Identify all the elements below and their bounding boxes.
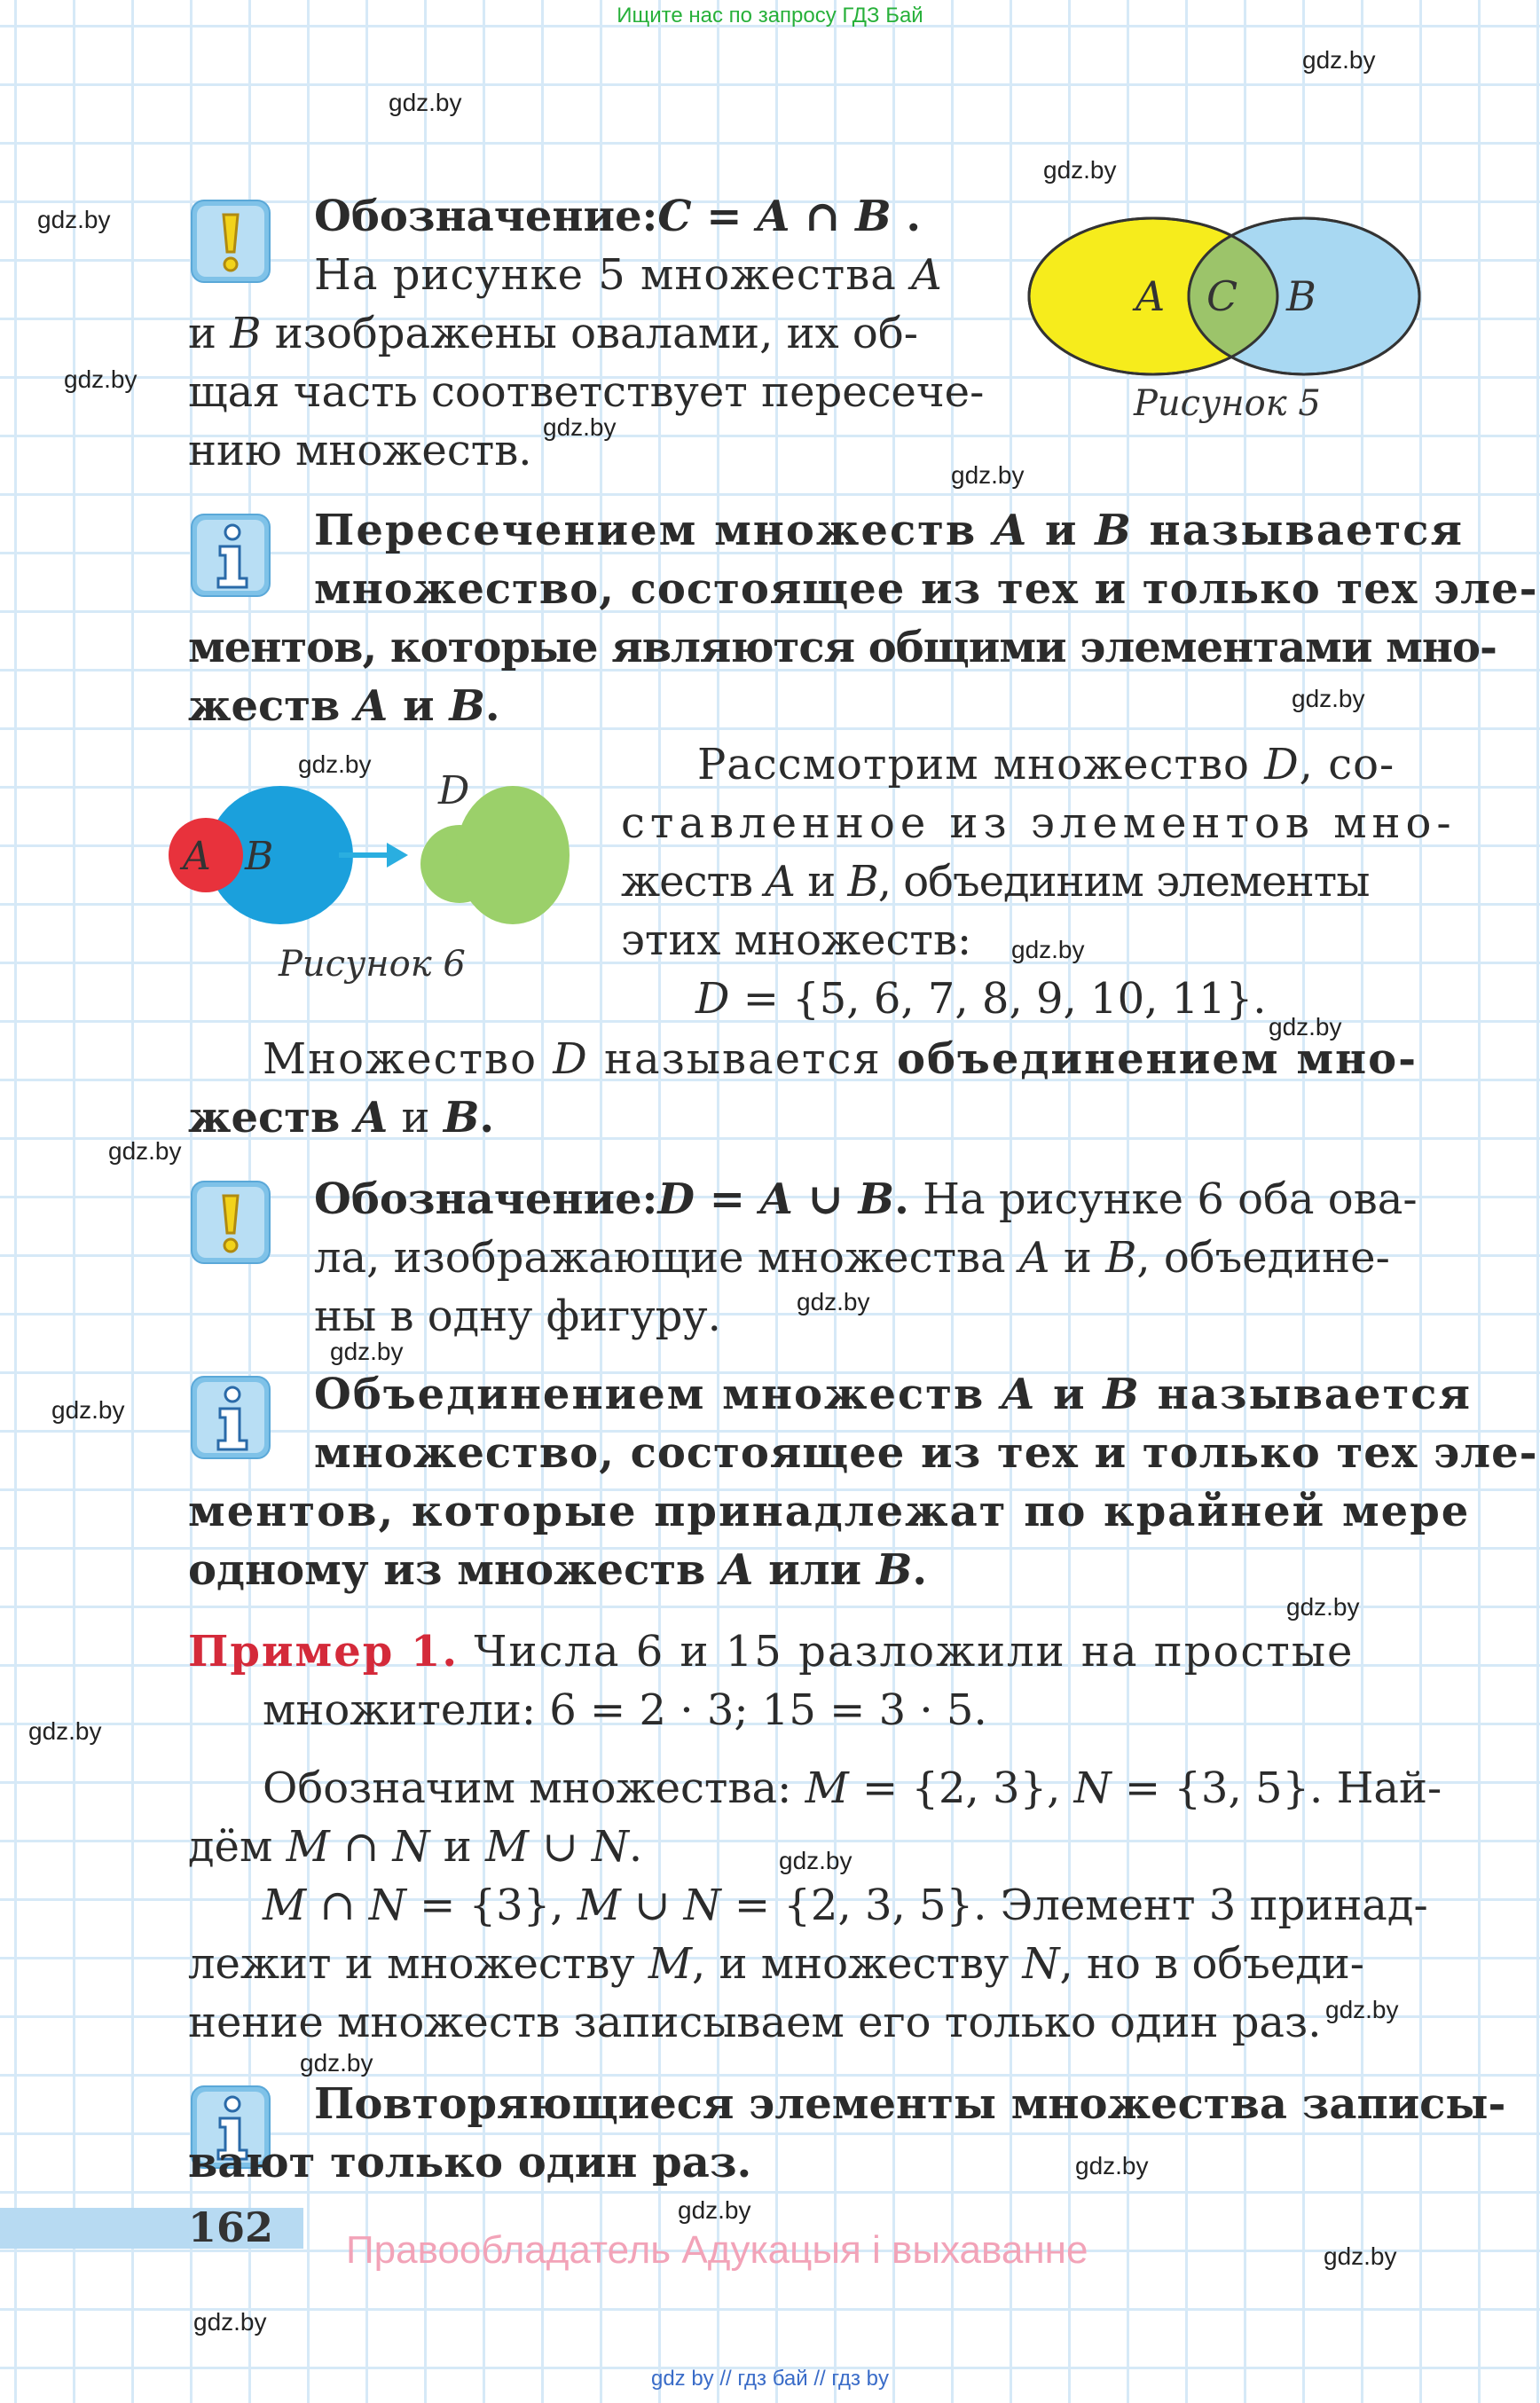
watermark: gdz.by — [51, 1396, 125, 1424]
notation1-line2: На рисунке 5 множества A — [314, 250, 943, 300]
exclamation-icon — [188, 1178, 273, 1267]
watermark: gdz.by — [779, 1847, 852, 1874]
def3-line2: вают только один раз. — [188, 2138, 752, 2187]
def1-line1: Пересечением множеств A и B называется — [314, 506, 1464, 555]
top-banner: Ищите нас по запросу ГДЗ Бай — [617, 4, 923, 27]
example1-line5: M ∩ N = {3}, M ∪ N = {2, 3, 5}. Элемент 3 принад- — [263, 1881, 1428, 1930]
watermark: gdz.by — [37, 206, 111, 233]
def1-line3: ментов, которые являются общими элементами мно- — [188, 623, 1497, 672]
watermark: gdz.by — [300, 2049, 373, 2077]
set-d-definition: D = {5, 6, 7, 8, 9, 10, 11}. — [695, 974, 1267, 1024]
watermark: gdz.by — [678, 2196, 751, 2224]
watermark: gdz.by — [1269, 1013, 1342, 1041]
example1-line1: Пример 1. Числа 6 и 15 разложили на простые — [188, 1627, 1355, 1677]
notation1-line4: щая часть соответствует пересече- — [188, 367, 985, 417]
watermark: gdz.by — [1324, 2242, 1397, 2270]
copyright: Правообладатель Адукацыя і выхаванне — [346, 2228, 1088, 2272]
paraD-line4: этих множеств: — [621, 915, 972, 965]
watermark: gdz.by — [1302, 46, 1376, 74]
def2-line4: одному из множеств A или B. — [188, 1545, 928, 1595]
watermark: gdz.by — [389, 89, 462, 116]
arrow-head — [387, 843, 408, 868]
watermark: gdz.by — [1292, 685, 1365, 712]
watermark: gdz.by — [951, 461, 1025, 489]
watermark: gdz.by — [1011, 936, 1085, 963]
notation1-line5: нию множеств. — [188, 426, 532, 475]
watermark: gdz.by — [298, 750, 372, 778]
def3-line1: Повторяющиеся элементы множества записы- — [314, 2079, 1506, 2129]
example1-line6: лежит и множеству M, и множеству N, но в объеди- — [188, 1939, 1364, 1989]
info-icon — [188, 1373, 273, 1462]
paraD-line2: ставленное из элементов мно- — [621, 798, 1457, 848]
watermark: gdz.by — [108, 1137, 182, 1165]
paraD-line1: Рассмотрим множество D, со- — [697, 740, 1395, 789]
watermark: gdz.by — [543, 413, 617, 441]
watermark: gdz.by — [797, 1288, 870, 1315]
def2-line2: множество, состоящее из тех и только тех эле- — [314, 1428, 1538, 1478]
label-a: A — [183, 834, 211, 879]
notation2-line2: ла, изображающие множества A и B, объедине- — [314, 1233, 1390, 1283]
exclamation-icon — [188, 197, 273, 286]
label-d: D — [438, 772, 470, 813]
figure5-caption: Рисунок 5 — [1134, 383, 1321, 424]
watermark: gdz.by — [28, 1717, 102, 1745]
notation1-line1: Обозначение:C = A ∩ B . — [314, 192, 922, 241]
watermark: gdz.by — [330, 1338, 404, 1365]
label-a: A — [1135, 272, 1166, 320]
label-b: B — [245, 834, 274, 879]
footer-links: gdz by // гдз бай // гдз by — [650, 2367, 890, 2391]
def2-line3: ментов, которые принадлежат по крайней мере — [188, 1487, 1471, 1536]
watermark: gdz.by — [1075, 2152, 1149, 2179]
def2-line1: Объединением множеств A и B называется — [314, 1370, 1472, 1419]
label-c: C — [1206, 272, 1238, 320]
figure6-caption: Рисунок 6 — [279, 944, 466, 985]
union-para-line2: жеств A и B. — [188, 1093, 495, 1143]
notation1-line3: и B изображены овалами, их об- — [188, 309, 918, 358]
watermark: gdz.by — [193, 2308, 267, 2336]
example1-line2: множители: 6 = 2 · 3; 15 = 3 · 5. — [263, 1685, 987, 1735]
def1-line2: множество, состоящее из тех и только тех эле- — [314, 564, 1538, 614]
set-d-large — [456, 786, 570, 924]
notation2-line3: ны в одну фигуру. — [314, 1292, 721, 1341]
label-b: B — [1286, 272, 1316, 320]
page-number: 162 — [188, 2203, 274, 2251]
watermark: gdz.by — [1043, 156, 1117, 184]
info-icon — [188, 511, 273, 600]
union-para-line1: Множество D называется объединением мно- — [263, 1034, 1418, 1084]
watermark: gdz.by — [1286, 1593, 1360, 1621]
def1-line4: жеств A и B. — [188, 681, 500, 731]
venn-diagram-intersection — [1020, 211, 1428, 380]
paraD-line3: жеств A и B, объединим элементы — [621, 857, 1370, 907]
example1-line4: дём M ∩ N и M ∪ N. — [188, 1822, 643, 1872]
example1-line7: нение множеств записываем его только один раз. — [188, 1998, 1322, 2047]
watermark: gdz.by — [64, 365, 138, 393]
union-figure — [165, 772, 573, 931]
notation2-line1: Обозначение:D = A ∪ B. На рисунке 6 оба ова- — [314, 1174, 1418, 1224]
example1-line3: Обозначим множества: M = {2, 3}, N = {3, 5}. Най- — [263, 1763, 1442, 1813]
watermark: gdz.by — [1325, 1996, 1399, 2023]
